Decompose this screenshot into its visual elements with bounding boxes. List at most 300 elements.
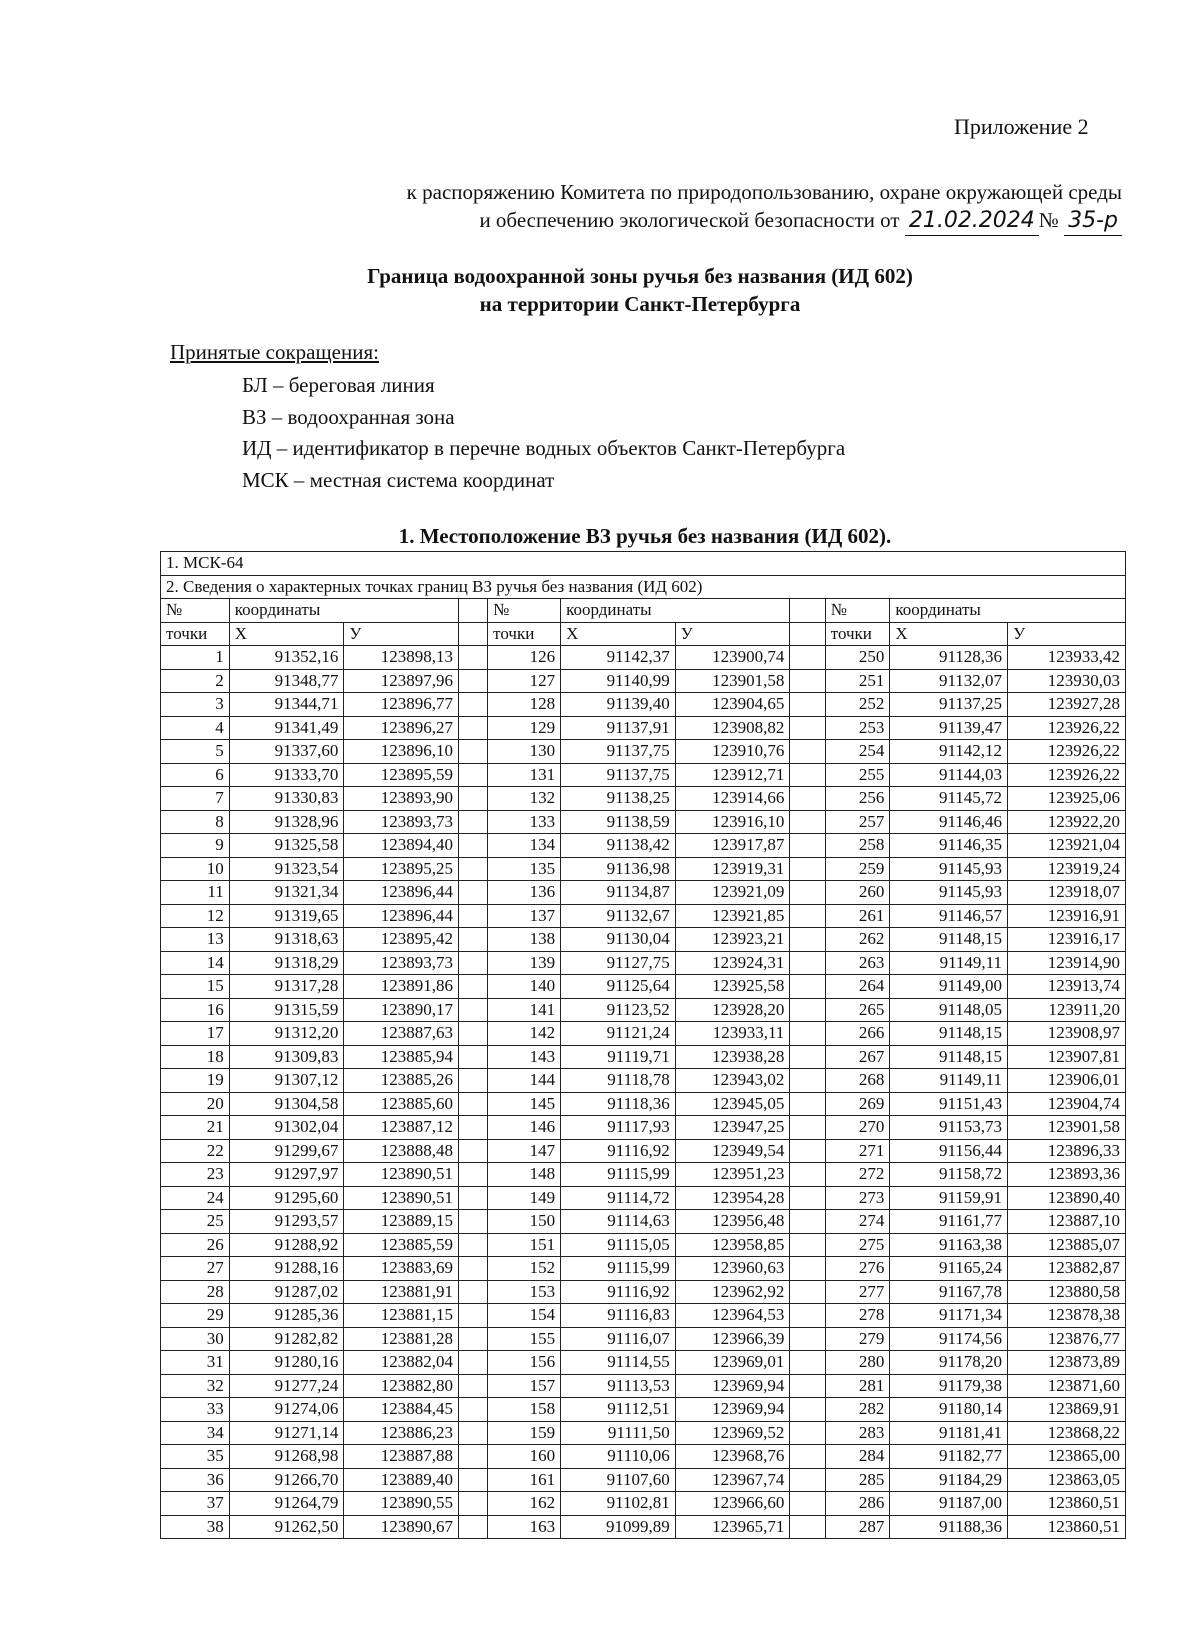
point-number: 265 xyxy=(825,998,890,1022)
coord-y: 123901,58 xyxy=(675,669,790,693)
column-gap xyxy=(458,1233,487,1257)
coord-x: 91268,98 xyxy=(229,1445,344,1469)
coord-y: 123925,58 xyxy=(675,975,790,999)
order-number-handwritten: 35-р xyxy=(1064,207,1122,236)
coord-x: 91174,56 xyxy=(890,1327,1008,1351)
coord-y: 123889,40 xyxy=(344,1468,459,1492)
point-number: 279 xyxy=(825,1327,890,1351)
coord-y: 123893,36 xyxy=(1008,1163,1126,1187)
column-gap xyxy=(790,1421,825,1445)
point-number: 149 xyxy=(488,1186,561,1210)
column-gap xyxy=(458,693,487,717)
point-number: 10 xyxy=(161,857,230,881)
coord-y: 123969,94 xyxy=(675,1398,790,1422)
coord-x: 91128,36 xyxy=(890,646,1008,670)
coord-y: 123873,89 xyxy=(1008,1351,1126,1375)
coordinates-table xyxy=(160,551,1126,1539)
column-gap xyxy=(458,1069,487,1093)
table-row xyxy=(161,1280,1126,1304)
column-gap xyxy=(790,763,825,787)
coord-y: 123886,23 xyxy=(344,1421,459,1445)
point-number: 275 xyxy=(825,1233,890,1257)
abbreviations-heading: Принятые сокращения: xyxy=(170,340,379,364)
point-number: 130 xyxy=(488,740,561,764)
column-gap xyxy=(790,1022,825,1046)
column-gap xyxy=(790,622,825,646)
coord-x: 91110,06 xyxy=(561,1445,676,1469)
coord-x: 91262,50 xyxy=(229,1515,344,1539)
point-number: 3 xyxy=(161,693,230,717)
point-number: 22 xyxy=(161,1139,230,1163)
point-number: 287 xyxy=(825,1515,890,1539)
coord-x: 91146,57 xyxy=(890,904,1008,928)
document-title-line-1: Граница водоохранной зоны ручья без названия (ИД 602) xyxy=(367,264,913,288)
coord-x: 91117,93 xyxy=(561,1116,676,1140)
table-row xyxy=(161,1492,1126,1516)
coord-x: 91159,91 xyxy=(890,1186,1008,1210)
column-gap xyxy=(790,810,825,834)
coord-y: 123914,90 xyxy=(1008,951,1126,975)
column-gap xyxy=(790,716,825,740)
point-number: 258 xyxy=(825,834,890,858)
column-gap xyxy=(458,834,487,858)
coord-x: 91114,63 xyxy=(561,1210,676,1234)
coord-x: 91285,36 xyxy=(229,1304,344,1328)
coord-y: 123895,59 xyxy=(344,763,459,787)
coord-y: 123923,21 xyxy=(675,928,790,952)
coord-x: 91144,03 xyxy=(890,763,1008,787)
column-gap xyxy=(790,646,825,670)
column-gap xyxy=(790,1492,825,1516)
column-gap xyxy=(790,1069,825,1093)
coord-x: 91171,34 xyxy=(890,1304,1008,1328)
coord-x: 91102,81 xyxy=(561,1492,676,1516)
point-number: 132 xyxy=(488,787,561,811)
coord-y: 123966,39 xyxy=(675,1327,790,1351)
coord-x: 91145,93 xyxy=(890,857,1008,881)
coord-x: 91115,99 xyxy=(561,1163,676,1187)
coord-y: 123925,06 xyxy=(1008,787,1126,811)
table-row xyxy=(161,1022,1126,1046)
point-number: 20 xyxy=(161,1092,230,1116)
point-number: 6 xyxy=(161,763,230,787)
point-number: 143 xyxy=(488,1045,561,1069)
coord-x: 91337,60 xyxy=(229,740,344,764)
column-gap xyxy=(458,669,487,693)
point-number: 158 xyxy=(488,1398,561,1422)
table-row xyxy=(161,1515,1126,1539)
abbreviation-item: МСК – местная система координат xyxy=(242,467,555,492)
column-gap xyxy=(790,1233,825,1257)
point-number: 139 xyxy=(488,951,561,975)
coord-x: 91137,91 xyxy=(561,716,676,740)
column-gap xyxy=(790,669,825,693)
column-gap xyxy=(458,951,487,975)
point-number: 255 xyxy=(825,763,890,787)
coord-y: 123917,87 xyxy=(675,834,790,858)
point-number: 267 xyxy=(825,1045,890,1069)
point-number: 32 xyxy=(161,1374,230,1398)
coord-x: 91328,96 xyxy=(229,810,344,834)
coord-x: 91178,20 xyxy=(890,1351,1008,1375)
coord-y: 123921,04 xyxy=(1008,834,1126,858)
coord-y: 123930,03 xyxy=(1008,669,1126,693)
point-number: 36 xyxy=(161,1468,230,1492)
coord-x: 91317,28 xyxy=(229,975,344,999)
table-row xyxy=(161,904,1126,928)
coord-x: 91315,59 xyxy=(229,998,344,1022)
column-gap xyxy=(790,1280,825,1304)
header-coordinates: координаты xyxy=(561,599,790,623)
point-number: 263 xyxy=(825,951,890,975)
coord-y: 123871,60 xyxy=(1008,1374,1126,1398)
coord-y: 123924,31 xyxy=(675,951,790,975)
coord-y: 123926,22 xyxy=(1008,716,1126,740)
coord-y: 123943,02 xyxy=(675,1069,790,1093)
point-number: 8 xyxy=(161,810,230,834)
column-gap xyxy=(790,599,825,623)
coord-x: 91114,55 xyxy=(561,1351,676,1375)
point-number: 141 xyxy=(488,998,561,1022)
coord-y: 123893,90 xyxy=(344,787,459,811)
point-number: 154 xyxy=(488,1304,561,1328)
coord-x: 91137,25 xyxy=(890,693,1008,717)
point-number: 129 xyxy=(488,716,561,740)
column-gap xyxy=(790,1139,825,1163)
coord-x: 91142,12 xyxy=(890,740,1008,764)
column-gap xyxy=(458,622,487,646)
point-number: 9 xyxy=(161,834,230,858)
coord-y: 123890,17 xyxy=(344,998,459,1022)
point-number: 153 xyxy=(488,1280,561,1304)
column-gap xyxy=(790,1045,825,1069)
table-row xyxy=(161,716,1126,740)
coord-y: 123881,15 xyxy=(344,1304,459,1328)
point-number: 259 xyxy=(825,857,890,881)
point-number: 7 xyxy=(161,787,230,811)
coord-x: 91295,60 xyxy=(229,1186,344,1210)
coord-y: 123896,77 xyxy=(344,693,459,717)
point-number: 14 xyxy=(161,951,230,975)
coord-y: 123906,01 xyxy=(1008,1069,1126,1093)
coord-x: 91299,67 xyxy=(229,1139,344,1163)
point-number: 23 xyxy=(161,1163,230,1187)
coord-y: 123876,77 xyxy=(1008,1327,1126,1351)
point-number: 25 xyxy=(161,1210,230,1234)
table-row xyxy=(161,646,1126,670)
table-row xyxy=(161,998,1126,1022)
coord-y: 123894,40 xyxy=(344,834,459,858)
coord-x: 91116,92 xyxy=(561,1280,676,1304)
column-gap xyxy=(458,998,487,1022)
point-number: 252 xyxy=(825,693,890,717)
point-number: 133 xyxy=(488,810,561,834)
column-gap xyxy=(458,1163,487,1187)
table-row xyxy=(161,669,1126,693)
column-gap xyxy=(458,857,487,881)
coord-x: 91099,89 xyxy=(561,1515,676,1539)
coord-x: 91111,50 xyxy=(561,1421,676,1445)
coord-y: 123913,74 xyxy=(1008,975,1126,999)
coord-x: 91118,36 xyxy=(561,1092,676,1116)
coord-y: 123881,91 xyxy=(344,1280,459,1304)
coord-y: 123964,53 xyxy=(675,1304,790,1328)
point-number: 160 xyxy=(488,1445,561,1469)
coord-y: 123922,20 xyxy=(1008,810,1126,834)
coord-x: 91148,15 xyxy=(890,1022,1008,1046)
coord-x: 91323,54 xyxy=(229,857,344,881)
table-row xyxy=(161,1445,1126,1469)
coord-y: 123887,12 xyxy=(344,1116,459,1140)
coord-y: 123898,13 xyxy=(344,646,459,670)
coord-x: 91319,65 xyxy=(229,904,344,928)
column-gap xyxy=(458,1022,487,1046)
coord-x: 91116,83 xyxy=(561,1304,676,1328)
table-row xyxy=(161,1092,1126,1116)
point-number: 268 xyxy=(825,1069,890,1093)
coord-y: 123956,48 xyxy=(675,1210,790,1234)
coord-x: 91187,00 xyxy=(890,1492,1008,1516)
table-row xyxy=(161,740,1126,764)
coord-x: 91112,51 xyxy=(561,1398,676,1422)
coord-y: 123896,33 xyxy=(1008,1139,1126,1163)
coord-y: 123921,85 xyxy=(675,904,790,928)
coord-y: 123896,44 xyxy=(344,904,459,928)
column-gap xyxy=(458,1257,487,1281)
coord-y: 123890,51 xyxy=(344,1186,459,1210)
column-gap xyxy=(790,928,825,952)
order-date-handwritten: 21.02.2024 xyxy=(905,207,1039,236)
coord-y: 123908,82 xyxy=(675,716,790,740)
point-number: 31 xyxy=(161,1351,230,1375)
coord-y: 123911,20 xyxy=(1008,998,1126,1022)
coord-x: 91344,71 xyxy=(229,693,344,717)
coord-x: 91179,38 xyxy=(890,1374,1008,1398)
coord-y: 123893,73 xyxy=(344,951,459,975)
point-number: 269 xyxy=(825,1092,890,1116)
column-gap xyxy=(458,1421,487,1445)
coord-y: 123887,88 xyxy=(344,1445,459,1469)
table-row xyxy=(161,693,1126,717)
coord-y: 123880,58 xyxy=(1008,1280,1126,1304)
coord-y: 123885,07 xyxy=(1008,1233,1126,1257)
coord-y: 123947,25 xyxy=(675,1116,790,1140)
coord-x: 91182,77 xyxy=(890,1445,1008,1469)
coord-y: 123897,96 xyxy=(344,669,459,693)
coord-y: 123860,51 xyxy=(1008,1515,1126,1539)
coord-y: 123878,38 xyxy=(1008,1304,1126,1328)
coord-y: 123960,63 xyxy=(675,1257,790,1281)
point-number: 2 xyxy=(161,669,230,693)
column-gap xyxy=(790,1210,825,1234)
coord-y: 123966,60 xyxy=(675,1492,790,1516)
coord-y: 123869,91 xyxy=(1008,1398,1126,1422)
table-row xyxy=(161,763,1126,787)
coord-x: 91116,07 xyxy=(561,1327,676,1351)
point-number: 27 xyxy=(161,1257,230,1281)
coord-x: 91307,12 xyxy=(229,1069,344,1093)
table-caption-cell: 2. Сведения о характерных точках границ ВЗ ручья без названия (ИД 602) xyxy=(161,575,1126,599)
coord-x: 91137,75 xyxy=(561,740,676,764)
point-number: 280 xyxy=(825,1351,890,1375)
table-row xyxy=(161,951,1126,975)
coord-y: 123901,58 xyxy=(1008,1116,1126,1140)
coord-y: 123885,26 xyxy=(344,1069,459,1093)
coord-x: 91352,16 xyxy=(229,646,344,670)
coord-x: 91348,77 xyxy=(229,669,344,693)
table-row xyxy=(161,810,1126,834)
coord-y: 123882,04 xyxy=(344,1351,459,1375)
column-gap xyxy=(790,1304,825,1328)
header-no: № xyxy=(825,599,890,623)
coord-y: 123881,28 xyxy=(344,1327,459,1351)
coord-y: 123914,66 xyxy=(675,787,790,811)
point-number: 138 xyxy=(488,928,561,952)
coord-x: 91184,29 xyxy=(890,1468,1008,1492)
header-y: У xyxy=(344,622,459,646)
coord-x: 91115,99 xyxy=(561,1257,676,1281)
coord-y: 123938,28 xyxy=(675,1045,790,1069)
coord-x: 91153,73 xyxy=(890,1116,1008,1140)
coord-x: 91118,78 xyxy=(561,1069,676,1093)
point-number: 274 xyxy=(825,1210,890,1234)
column-gap xyxy=(790,998,825,1022)
header-y: У xyxy=(675,622,790,646)
point-number: 35 xyxy=(161,1445,230,1469)
coord-x: 91140,99 xyxy=(561,669,676,693)
coord-y: 123860,51 xyxy=(1008,1492,1126,1516)
column-gap xyxy=(458,975,487,999)
table-row xyxy=(161,1116,1126,1140)
column-gap xyxy=(790,1092,825,1116)
point-number: 281 xyxy=(825,1374,890,1398)
coord-x: 91138,25 xyxy=(561,787,676,811)
coord-y: 123900,74 xyxy=(675,646,790,670)
coord-x: 91309,83 xyxy=(229,1045,344,1069)
column-gap xyxy=(790,740,825,764)
point-number: 264 xyxy=(825,975,890,999)
coord-x: 91139,47 xyxy=(890,716,1008,740)
column-gap xyxy=(458,928,487,952)
point-number: 273 xyxy=(825,1186,890,1210)
coord-y: 123951,23 xyxy=(675,1163,790,1187)
coord-y: 123887,10 xyxy=(1008,1210,1126,1234)
point-number: 127 xyxy=(488,669,561,693)
coord-y: 123904,65 xyxy=(675,693,790,717)
table-row xyxy=(161,857,1126,881)
coord-y: 123916,91 xyxy=(1008,904,1126,928)
column-gap xyxy=(790,904,825,928)
coord-y: 123896,27 xyxy=(344,716,459,740)
point-number: 254 xyxy=(825,740,890,764)
column-gap xyxy=(458,763,487,787)
table-row xyxy=(161,1163,1126,1187)
column-gap xyxy=(790,1468,825,1492)
coord-x: 91138,42 xyxy=(561,834,676,858)
column-gap xyxy=(790,975,825,999)
point-number: 131 xyxy=(488,763,561,787)
point-number: 140 xyxy=(488,975,561,999)
coord-x: 91274,06 xyxy=(229,1398,344,1422)
coord-x: 91142,37 xyxy=(561,646,676,670)
appendix-label: Приложение 2 xyxy=(954,114,1089,139)
point-number: 12 xyxy=(161,904,230,928)
coord-x: 91139,40 xyxy=(561,693,676,717)
coord-y: 123919,24 xyxy=(1008,857,1126,881)
point-number: 155 xyxy=(488,1327,561,1351)
column-gap xyxy=(458,1398,487,1422)
coord-x: 91341,49 xyxy=(229,716,344,740)
coord-x: 91167,78 xyxy=(890,1280,1008,1304)
coord-y: 123868,22 xyxy=(1008,1421,1126,1445)
coord-x: 91148,15 xyxy=(890,1045,1008,1069)
table-row xyxy=(161,1304,1126,1328)
column-gap xyxy=(790,1186,825,1210)
point-number: 282 xyxy=(825,1398,890,1422)
coord-x: 91181,41 xyxy=(890,1421,1008,1445)
coord-x: 91146,35 xyxy=(890,834,1008,858)
table-row xyxy=(161,1327,1126,1351)
point-number: 16 xyxy=(161,998,230,1022)
coord-x: 91304,58 xyxy=(229,1092,344,1116)
table-row xyxy=(161,975,1126,999)
coord-x: 91158,72 xyxy=(890,1163,1008,1187)
coord-y: 123890,67 xyxy=(344,1515,459,1539)
coord-y: 123919,31 xyxy=(675,857,790,881)
header-no: № xyxy=(161,599,230,623)
column-gap xyxy=(790,1445,825,1469)
column-gap xyxy=(790,881,825,905)
column-gap xyxy=(458,599,487,623)
coord-x: 91119,71 xyxy=(561,1045,676,1069)
point-number: 26 xyxy=(161,1233,230,1257)
coord-y: 123928,20 xyxy=(675,998,790,1022)
point-number: 286 xyxy=(825,1492,890,1516)
coord-x: 91302,04 xyxy=(229,1116,344,1140)
column-gap xyxy=(790,693,825,717)
coord-y: 123926,22 xyxy=(1008,763,1126,787)
coord-y: 123969,52 xyxy=(675,1421,790,1445)
coord-y: 123890,55 xyxy=(344,1492,459,1516)
point-number: 15 xyxy=(161,975,230,999)
coord-x: 91266,70 xyxy=(229,1468,344,1492)
column-gap xyxy=(458,1492,487,1516)
point-number: 266 xyxy=(825,1022,890,1046)
coord-y: 123967,74 xyxy=(675,1468,790,1492)
point-number: 277 xyxy=(825,1280,890,1304)
coord-x: 91113,53 xyxy=(561,1374,676,1398)
coord-x: 91165,24 xyxy=(890,1257,1008,1281)
table-row xyxy=(161,1421,1126,1445)
coord-y: 123908,97 xyxy=(1008,1022,1126,1046)
table-caption-row xyxy=(161,575,1126,599)
point-number: 285 xyxy=(825,1468,890,1492)
coord-y: 123863,05 xyxy=(1008,1468,1126,1492)
coord-x: 91330,83 xyxy=(229,787,344,811)
document-title xyxy=(200,262,1080,318)
coord-x: 91271,14 xyxy=(229,1421,344,1445)
coord-x: 91115,05 xyxy=(561,1233,676,1257)
column-gap xyxy=(458,740,487,764)
order-reference xyxy=(242,178,1122,236)
column-gap xyxy=(458,904,487,928)
header-point: точки xyxy=(161,622,230,646)
point-number: 156 xyxy=(488,1351,561,1375)
column-gap xyxy=(458,1280,487,1304)
point-number: 37 xyxy=(161,1492,230,1516)
coord-y: 123933,42 xyxy=(1008,646,1126,670)
coord-x: 91145,93 xyxy=(890,881,1008,905)
